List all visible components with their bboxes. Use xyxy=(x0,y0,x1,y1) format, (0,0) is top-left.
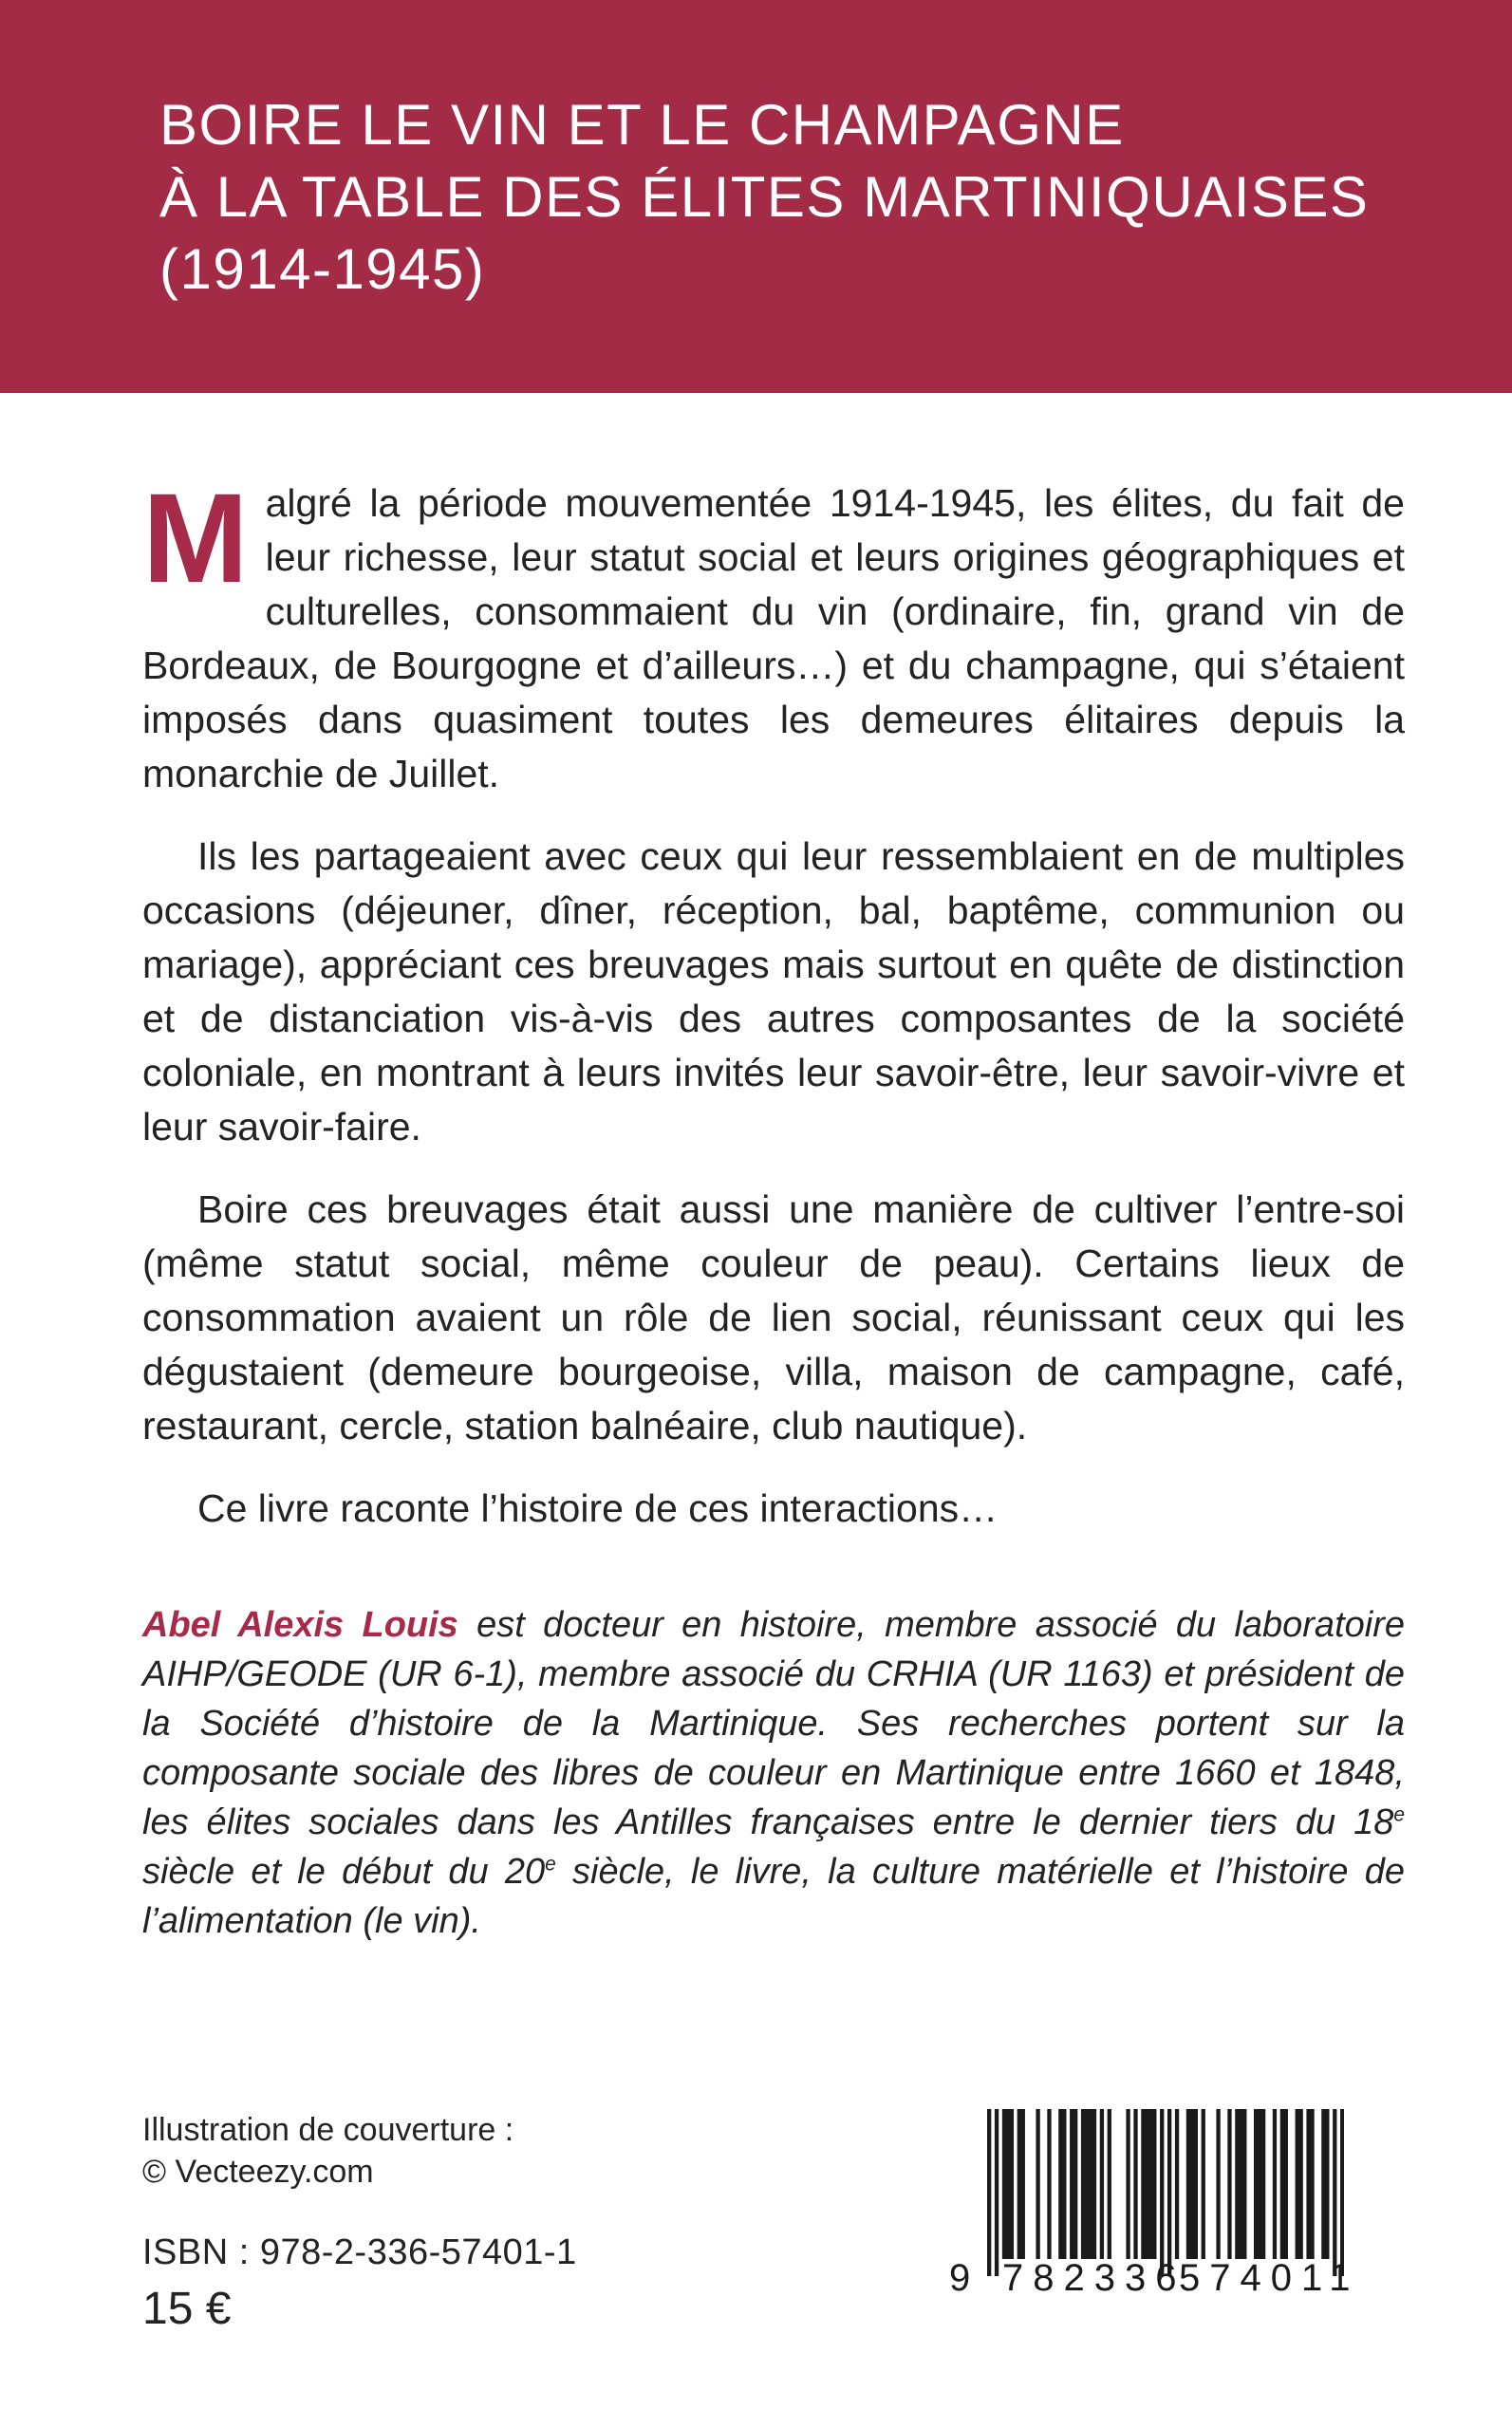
cover-illustration-credit xyxy=(142,2109,513,2193)
author-bio-text-1: est docteur en histoire, membre associé du laboratoire AIHP/GEODE (UR 6-1), membre associé du CRHIA (UR 1163) et président de la Société d’histoire de la Martinique. Ses recherches portent sur la composante sociale des libres de couleur en Martinique entre 1660 et 1848, les élites sociales dans les Antilles françaises entre le dernier tiers du 18 xyxy=(142,1605,1405,1842)
credit-line-2: © Vecteezy.com xyxy=(142,2154,374,2190)
blurb-paragraph-2: Ils les partageaient avec ceux qui leur ressemblaient en de multiples occasions (déjeuner, dîner, réception, bal, baptême, communion ou mariage), appréciant ces breuvages mais surtout en quête de distinction et de distanciation vis-à-vis des autres composantes de la société coloniale, en montrant à leurs invités leur savoir-être, leur savoir-vivre et leur savoir-faire. xyxy=(142,834,1405,1148)
superscript-e-1: e xyxy=(1393,1803,1405,1826)
blurb-paragraph-1 xyxy=(142,468,1405,801)
barcode-digits-right: 574011 xyxy=(1179,2257,1360,2299)
book-title-line-3: (1914-1945) xyxy=(159,237,486,301)
isbn-text: ISBN : 978-2-336-57401-1 xyxy=(142,2232,577,2272)
author-name: Abel Alexis Louis xyxy=(142,1605,458,1645)
blurb-paragraph-1-text: algré la période mouvementée 1914-1945, les élites, du fait de leur richesse, leur statut social et leurs origines géographiques et culturelles, consommaient du vin (ordinaire, fin, grand vin de Bordeaux, de Bourgogne et d’ailleurs…) et du champagne, qui s’étaient imposés dans quasiment toutes les demeures élitaires depuis la monarchie de Juillet. xyxy=(142,481,1405,795)
price-text: 15 € xyxy=(142,2284,232,2334)
title-banner xyxy=(0,0,1512,393)
author-bio xyxy=(142,1600,1405,1946)
barcode-digits-left: 782336 xyxy=(1002,2257,1186,2299)
ean13-barcode xyxy=(949,2109,1360,2299)
barcode-digit-lead: 9 xyxy=(949,2257,971,2299)
dropcap-letter: M xyxy=(142,468,249,609)
blurb-section xyxy=(0,393,1512,1974)
blurb-paragraph-4: Ce livre raconte l’histoire de ces interactions… xyxy=(197,1486,999,1530)
blurb-paragraph-3: Boire ces breuvages était aussi une manière de cultiver l’entre-soi (même statut social, même couleur de peau). Certains lieux de consommation avaient un rôle de lien social, réunissant ceux qui les dégustaient (demeure bourgeoise, villa, maison de campagne, café, restaurant, cercle, station balnéaire, club nautique). xyxy=(142,1187,1405,1447)
book-title-line-2: À LA TABLE DES ÉLITES MARTINIQUAISES xyxy=(159,165,1370,229)
superscript-e-2: e xyxy=(545,1853,556,1876)
credit-line-1: Illustration de couverture : xyxy=(142,2112,514,2148)
book-title-line-1: BOIRE LE VIN ET LE CHAMPAGNE xyxy=(159,93,1125,157)
author-bio-text-2: siècle et le début du 20 xyxy=(142,1852,546,1892)
author-bio-text-3: siècle, le livre, la culture matérielle et l’histoire de l’alimentation (le vin). xyxy=(142,1852,1405,1941)
